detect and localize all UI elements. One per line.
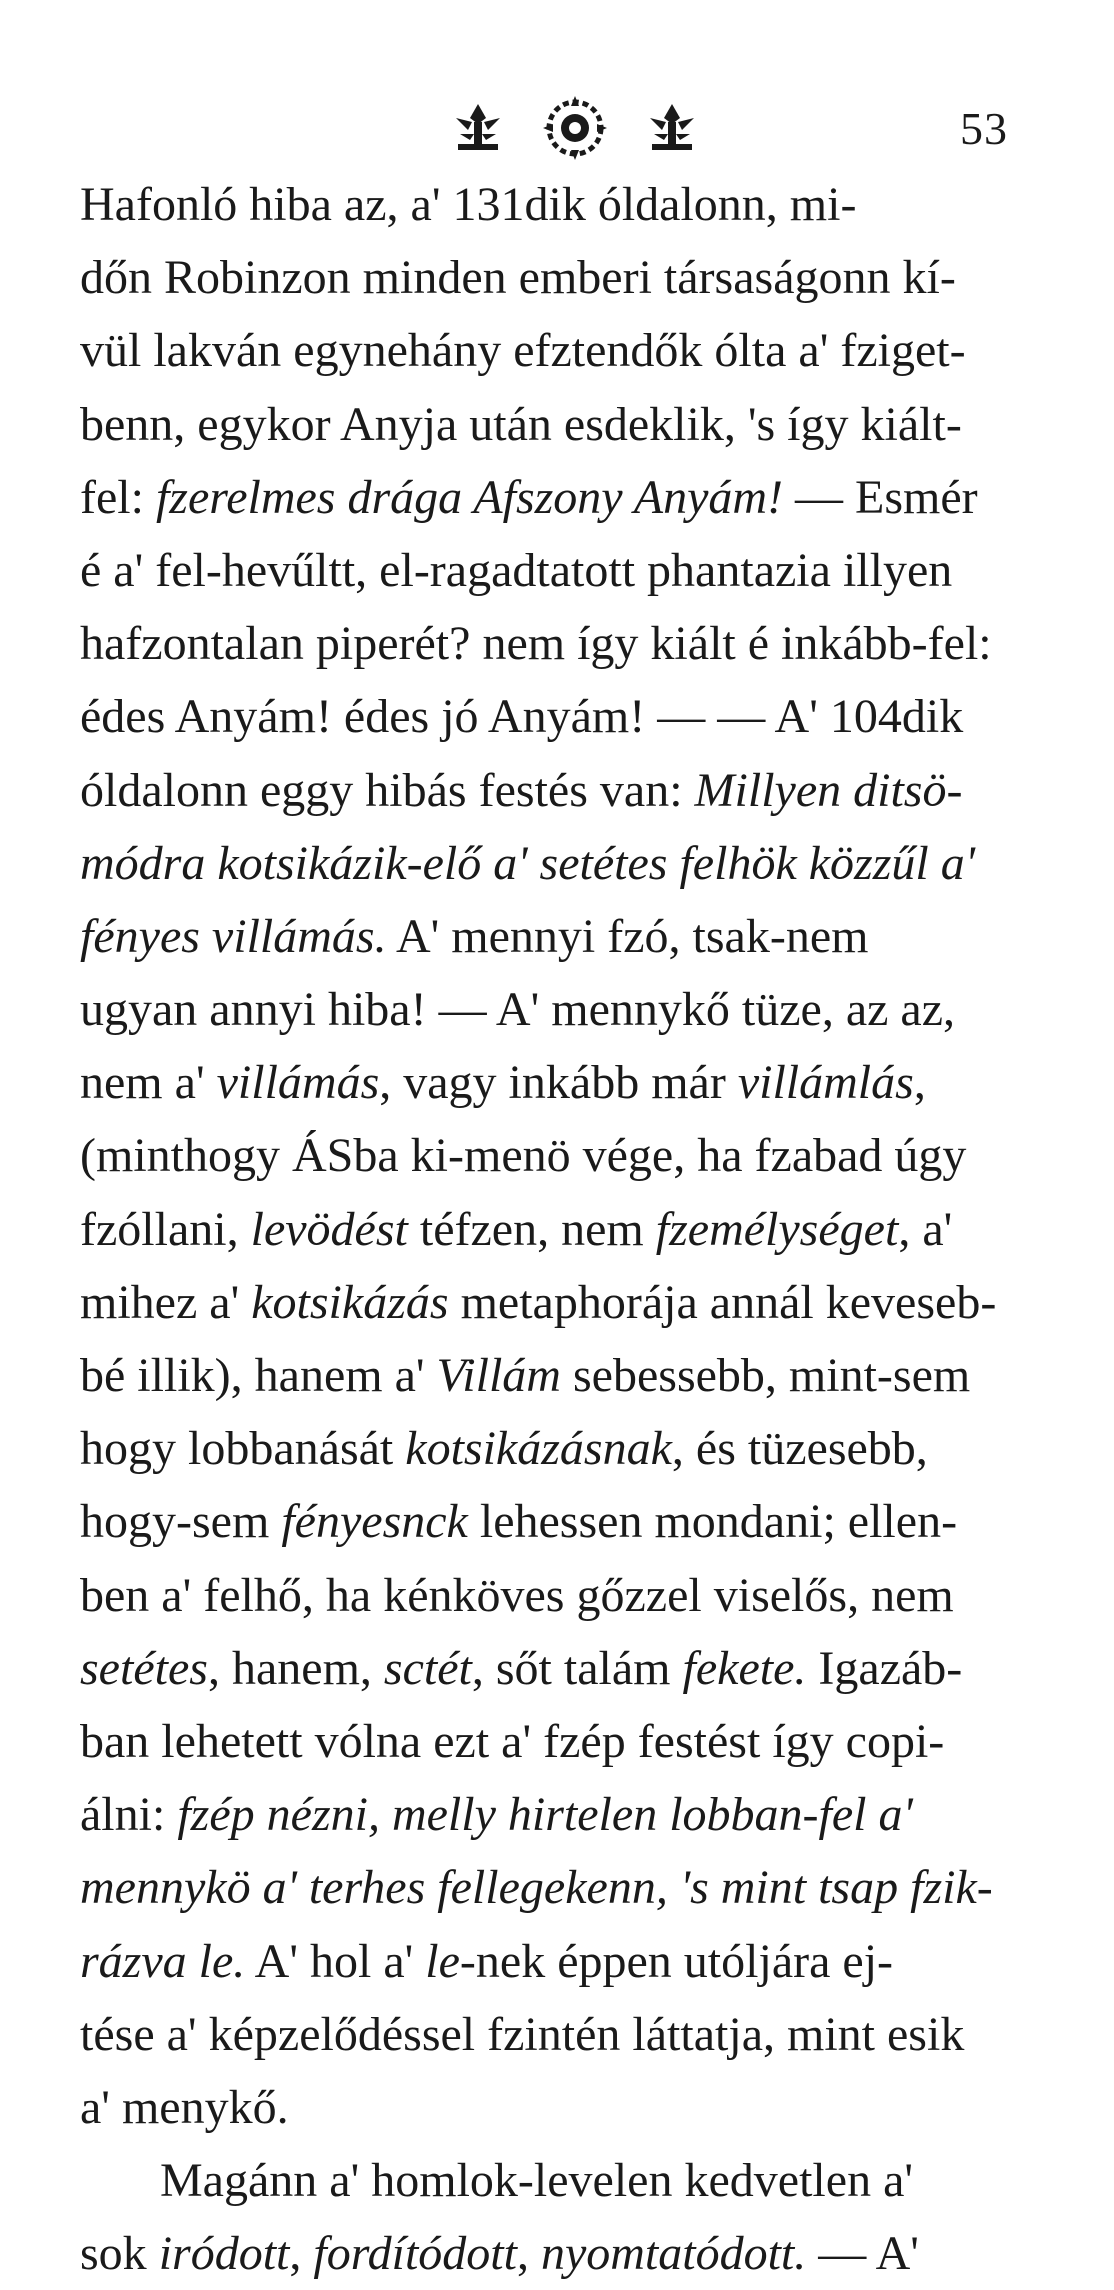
text-line-content	[80, 1193, 1040, 1266]
text-span: — Esmér	[783, 470, 978, 524]
text-line	[80, 1559, 1040, 1632]
body-text	[80, 168, 1040, 2290]
text-line	[80, 1998, 1040, 2071]
text-line-content	[80, 680, 1040, 753]
page-number: 53	[960, 103, 1008, 154]
text-line-content	[80, 1339, 1040, 1412]
italic-text: fordítódott	[313, 2227, 517, 2281]
italic-text: fekete.	[682, 1641, 807, 1695]
text-line-content	[80, 1705, 1040, 1778]
text-line	[80, 1778, 1040, 1851]
text-span: sebessebb, mint-sem	[560, 1349, 971, 1402]
italic-text: villámlás	[737, 1056, 914, 1110]
text-line	[80, 1705, 1040, 1778]
text-line-content	[80, 241, 1040, 314]
text-line	[80, 534, 1040, 607]
text-line	[80, 1339, 1040, 1412]
text-line-content	[80, 1266, 1040, 1339]
italic-text: kotsikázás	[251, 1275, 449, 1329]
text-line-content	[80, 2217, 1040, 2290]
italic-text: módra kotsikázik-elő a' setétes felhök közzűl a'	[80, 836, 976, 890]
text-line	[80, 827, 1040, 900]
text-line-content	[80, 168, 1040, 241]
text-span: -nek éppen utóljára ej-	[459, 1934, 894, 1988]
text-line-content	[80, 1998, 1040, 2071]
text-span: álni:	[80, 1788, 178, 1842]
text-span: ben a' felhő, ha kénköves gőzzel viselős, nem	[80, 1568, 954, 1622]
text-span: a' menykő.	[80, 2080, 289, 2134]
text-line	[80, 1412, 1040, 1485]
text-line	[80, 1485, 1040, 1558]
text-line	[80, 900, 1040, 973]
text-span: lehessen mondani; ellen-	[467, 1495, 958, 1549]
text-span: — A'	[806, 2227, 919, 2281]
text-line	[80, 388, 1040, 461]
italic-text: setétes	[80, 1641, 208, 1695]
text-line	[80, 461, 1040, 534]
text-line	[80, 2144, 1040, 2217]
italic-text: fzemélységet	[655, 1202, 899, 1256]
text-line-content	[80, 607, 1040, 680]
text-line-content	[80, 973, 1040, 1046]
text-line	[80, 754, 1040, 827]
text-line-content	[80, 1778, 1040, 1851]
text-span: tése a' képzelődéssel fzintén láttatja, mint esik	[80, 2007, 965, 2061]
italic-text: fényesnck	[281, 1495, 468, 1549]
text-span: , hanem,	[207, 1641, 384, 1695]
text-line	[80, 1851, 1040, 1924]
text-line	[80, 1193, 1040, 1266]
italic-text: sctét	[383, 1641, 472, 1695]
text-line-content	[80, 1559, 1040, 1632]
text-span: bé illik), hanem a'	[80, 1349, 437, 1402]
text-span: , vagy inkább már	[379, 1056, 738, 1110]
text-line-content	[80, 1632, 1040, 1705]
text-span: hogy-sem	[80, 1495, 282, 1549]
italic-text: fényes villámás.	[80, 909, 387, 963]
text-line-content	[80, 314, 1040, 387]
text-span: ,	[516, 2227, 541, 2281]
text-line-content	[80, 461, 1040, 534]
text-line	[80, 973, 1040, 1046]
text-line	[80, 241, 1040, 314]
text-line	[80, 607, 1040, 680]
text-line-content	[80, 1851, 1040, 1924]
italic-text: fzép nézni, melly hirtelen lobban-fel a'	[177, 1788, 913, 1842]
text-span: mihez a'	[80, 1275, 252, 1329]
text-span: é a' fel-hevűltt, el-ragadtatott phantazia illyen	[80, 543, 953, 597]
text-span: sok	[80, 2227, 159, 2281]
italic-text: rázva le.	[80, 1934, 246, 1988]
text-span: Magánn a' homlok-levelen kedvetlen a'	[160, 2154, 914, 2208]
text-line	[80, 680, 1040, 753]
text-line-content	[80, 754, 1040, 827]
text-span: , sőt talám	[471, 1641, 683, 1695]
text-span: ban lehetett vólna ezt a' fzép festést így copi-	[80, 1714, 945, 1768]
text-span: óldalonn eggy hibás festés van:	[80, 763, 695, 817]
text-line-content	[80, 1119, 1040, 1192]
text-line	[80, 2071, 1040, 2144]
italic-text: Millyen ditsö-	[694, 763, 963, 817]
text-line-content	[80, 900, 1040, 973]
text-span: Igazáb-	[806, 1641, 963, 1695]
text-span: édes Anyám! édes jó Anyám! — — A' 104dik	[80, 690, 964, 744]
text-span: ,	[913, 1056, 926, 1110]
text-span: hafzontalan piperét? nem így kiált é inkább-fel:	[80, 617, 992, 671]
text-span: ugyan annyi hiba! — A' mennykő tüze, az az,	[80, 983, 956, 1037]
text-span: metaphorája annál keveseb-	[448, 1275, 997, 1329]
text-line	[80, 1046, 1040, 1119]
text-span: vül lakván egynehány efztendők ólta a' fziget-	[80, 324, 966, 378]
italic-text: mennykö a' terhes fellegekenn, 's mint tsap fzik-	[80, 1861, 993, 1915]
text-span: , a'	[898, 1202, 953, 1256]
text-line-content	[80, 1412, 1040, 1485]
text-span: (minthogy ÁSba ki-menö vége, ha fzabad úgy	[80, 1129, 967, 1183]
text-span: A' mennyi fzó, tsak-nem	[386, 909, 869, 963]
text-span: ,	[289, 2227, 314, 2281]
text-span: , és tüzesebb,	[671, 1422, 928, 1476]
text-span: Hafonló hiba az, a' 131dik óldalonn, mi-	[80, 178, 857, 231]
text-line	[80, 1632, 1040, 1705]
flower-icon	[644, 100, 700, 156]
text-line-content	[80, 1925, 1040, 1998]
italic-text: Villám	[436, 1349, 561, 1402]
text-line-content	[80, 1485, 1040, 1558]
text-line	[80, 1266, 1040, 1339]
italic-text: nyomtatódott.	[540, 2227, 807, 2281]
text-line	[80, 314, 1040, 387]
text-line	[80, 2217, 1040, 2290]
text-line	[80, 1119, 1040, 1192]
text-line-content	[80, 534, 1040, 607]
header-ornament	[450, 96, 700, 160]
italic-text: iródott	[158, 2227, 290, 2281]
text-span: fel:	[80, 470, 156, 524]
italic-text: le	[425, 1934, 460, 1988]
text-span: fzóllani,	[80, 1202, 251, 1256]
text-line	[80, 168, 1040, 241]
text-line	[80, 1925, 1040, 1998]
text-line-content	[80, 1046, 1040, 1119]
text-line-content	[80, 2071, 1040, 2144]
text-span: dőn Robinzon minden emberi társaságonn kí-	[80, 251, 956, 305]
italic-text: fzerelmes drága Afszony Anyám!	[155, 470, 784, 524]
text-span: A' hol a'	[245, 1934, 426, 1988]
text-span: nem a'	[80, 1056, 217, 1110]
italic-text: levödést	[250, 1202, 408, 1256]
text-span: benn, egykor Anyja után esdeklik, 's így kiált-	[80, 397, 962, 451]
italic-text: villámás	[216, 1056, 380, 1110]
text-span: hogy lobbanását	[80, 1422, 406, 1476]
text-line-content	[80, 827, 1040, 900]
text-line-content	[80, 388, 1040, 461]
text-span: téfzen, nem	[407, 1202, 656, 1256]
text-line-content	[160, 2144, 1040, 2217]
italic-text: kotsikázásnak	[405, 1422, 672, 1476]
flower-icon	[450, 100, 506, 156]
rosette-icon	[543, 96, 607, 160]
